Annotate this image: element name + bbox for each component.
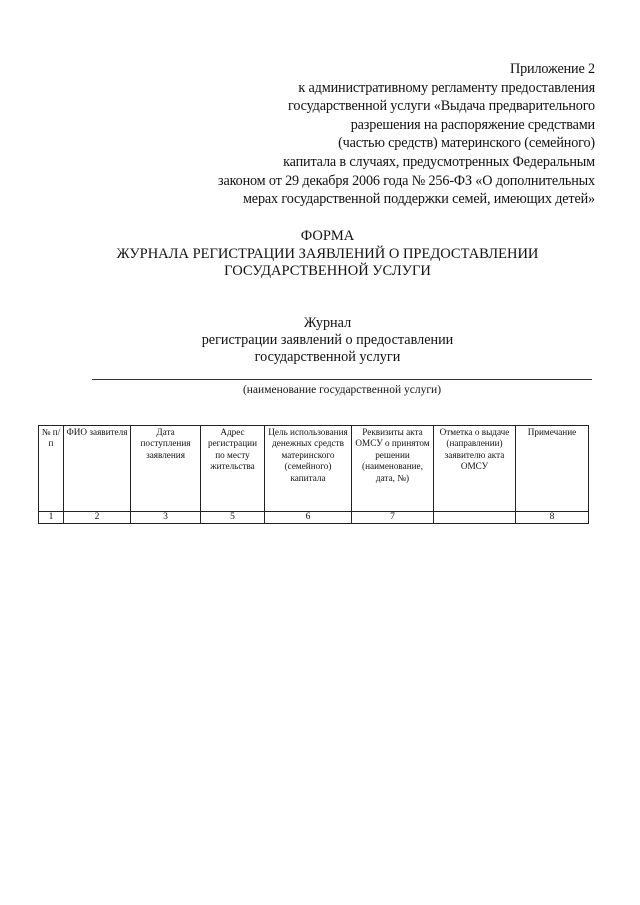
appendix-line: законом от 29 декабря 2006 года № 256-ФЗ «О дополнительных (218, 172, 595, 189)
column-header-act-details: Реквизиты акта ОМСУ о принятом решении (наименование, дата, №) (352, 426, 434, 512)
column-number-cell: 1 (39, 512, 64, 524)
column-number-cell (434, 512, 516, 524)
table-header-row (39, 426, 589, 512)
column-number-cell: 2 (64, 512, 131, 524)
column-header-purpose: Цель использования денежных средств материнского (семейного) капитала (265, 426, 352, 512)
appendix-line: капитала в случаях, предусмотренных Федеральным (283, 153, 595, 170)
table-row (39, 512, 589, 524)
appendix-line: Приложение 2 (510, 61, 595, 77)
column-number-cell: 5 (201, 512, 265, 524)
service-name-caption: (наименование государственной услуги) (242, 384, 442, 396)
column-number-cell: 7 (352, 512, 434, 524)
form-title-line: ЖУРНАЛА РЕГИСТРАЦИИ ЗАЯВЛЕНИЙ О ПРЕДОСТАВЛЕНИИ (116, 245, 539, 262)
column-header-applicant-name: ФИО заявителя (64, 426, 131, 512)
column-number-cell: 3 (131, 512, 201, 524)
appendix-line: государственной услуги «Выдача предварительного (288, 98, 595, 115)
journal-title-line: Журнал (303, 315, 352, 331)
journal-table (38, 425, 589, 524)
form-title-line: ГОСУДАРСТВЕННОЙ УСЛУГИ (224, 263, 431, 279)
form-title-line: ФОРМА (300, 228, 355, 244)
appendix-line: (частью средств) материнского (семейного) (338, 135, 595, 152)
service-name-underline (92, 379, 592, 380)
column-number-cell: 8 (516, 512, 589, 524)
appendix-line: разрешения на распоряжение средствами (350, 116, 595, 133)
appendix-line: к административному регламенту предоставления (298, 79, 595, 96)
appendix-header (125, 60, 595, 209)
appendix-line: мерах государственной поддержки семей, имеющих детей» (242, 191, 595, 208)
journal-title-line: регистрации заявлений о предоставлении (201, 332, 454, 349)
column-number-cell: 6 (265, 512, 352, 524)
journal-title (40, 315, 615, 367)
journal-title-line: государственной услуги (254, 349, 401, 366)
column-header-address: Адрес регистрации по месту жительства (201, 426, 265, 512)
column-header-delivery-mark: Отметка о выдаче (направлении) заявителю акта ОМСУ (434, 426, 516, 512)
column-header-note: Примечание (516, 426, 589, 512)
column-header-receipt-date: Дата поступления заявления (131, 426, 201, 512)
form-title (40, 228, 615, 281)
column-header-number: № п/п (39, 426, 64, 512)
